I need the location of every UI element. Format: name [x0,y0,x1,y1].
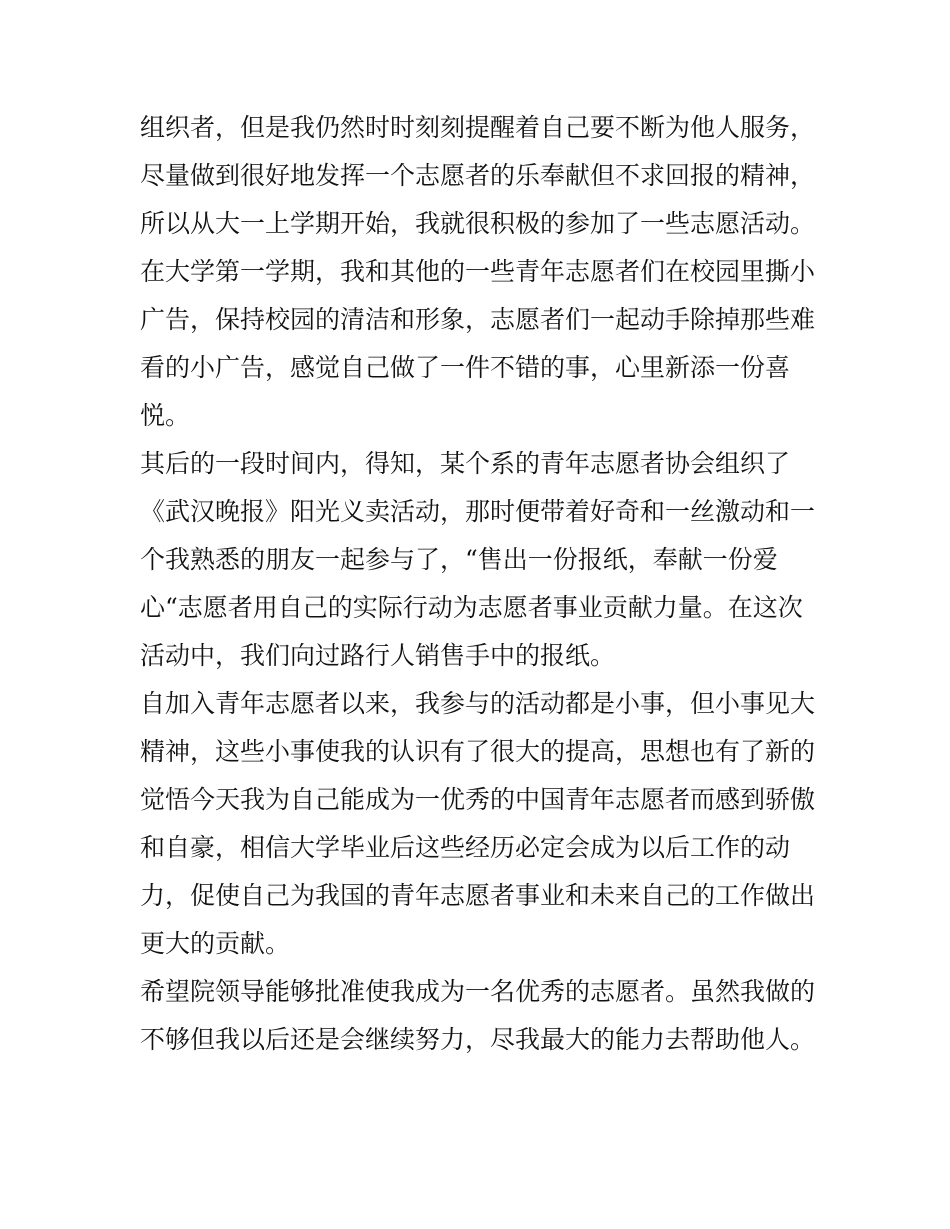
text-line: 个我熟悉的朋友一起参与了，“售出一份报纸，奉献一份爱 [140,545,778,574]
text-line: 希望院领导能够批准使我成为一名优秀的志愿者。虽然我做的 [140,977,816,1006]
text-line: 活动中，我们向过路行人销售手中的报纸。 [140,641,616,670]
text-line: 《武汉晚报》阳光义卖活动，那时便带着好奇和一丝激动和一 [140,497,816,526]
text-line: 广告，保持校园的清洁和形象，志愿者们一起动手除掉那些难 [140,305,816,334]
text-line: 尽量做到很好地发挥一个志愿者的乐奉献但不求回报的精神， [140,161,816,190]
text-line: 和自豪，相信大学毕业后这些经历必定会成为以后工作的动 [140,833,791,862]
text-line: 不够但我以后还是会继续努力，尽我最大的能力去帮助他人。 [140,1025,816,1054]
text-line: 组织者，但是我仍然时时刻刻提醒着自己要不断为他人服务， [140,113,816,142]
text-line: 觉悟今天我为自己能成为一优秀的中国青年志愿者而感到骄傲 [140,785,816,814]
text-line: 看的小广告，感觉自己做了一件不错的事，心里新添一份喜 [140,353,791,382]
text-line: 在大学第一学期，我和其他的一些青年志愿者们在校园里撕小 [140,257,816,286]
text-line: 力，促使自己为我国的青年志愿者事业和未来自己的工作做出 [140,881,816,910]
text-line: 精神，这些小事使我的认识有了很大的提高，思想也有了新的 [140,737,816,766]
text-line: 自加入青年志愿者以来，我参与的活动都是小事，但小事见大 [140,689,816,718]
document-body [140,104,820,1064]
text-line: 悦。 [140,401,191,430]
text-line: 更大的贡献。 [140,929,291,958]
text-line: 心“志愿者用自己的实际行动为志愿者事业贡献力量。在这次 [140,593,803,622]
text-line: 其后的一段时间内，得知，某个系的青年志愿者协会组织了 [140,449,791,478]
text-line: 所以从大一上学期开始，我就很积极的参加了一些志愿活动。 [140,209,816,238]
